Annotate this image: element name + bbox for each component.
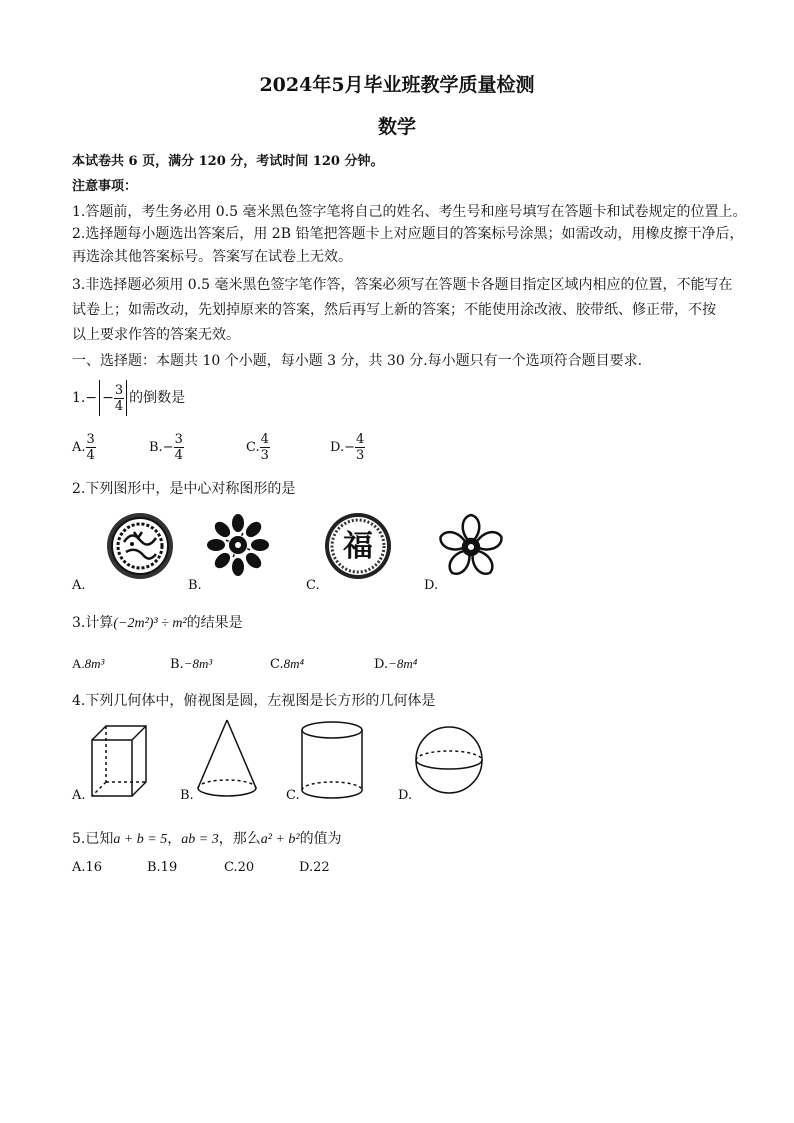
cuboid-icon bbox=[86, 720, 152, 800]
q3-option-b: B.−8m³ bbox=[170, 656, 213, 672]
q5-option-c: C.20 bbox=[224, 860, 255, 875]
note-3-line-1: 3.非选择题必须用 0.5 毫米黑色签字笔作答，答案必须写在答题卡各题目指定区域内相应的位置，不能写在 bbox=[72, 277, 733, 293]
abs-bar-left bbox=[99, 380, 100, 416]
q1-option-a: A. $\frac{3}{4}$ bbox=[72, 432, 95, 463]
q1-option-b: B.− $\frac{3}{4}$ bbox=[149, 432, 183, 463]
notice-heading: 注意事项： bbox=[72, 179, 138, 194]
q1-option-c: C. $\frac{4}{3}$ bbox=[246, 432, 269, 463]
note-2-line-2: 再选涂其他答案标号。答案写在试卷上无效。 bbox=[72, 249, 352, 265]
question-2-stem: 2.下列图形中，是中心对称图形的是 bbox=[72, 481, 296, 497]
note-3-line-2: 试卷上；如需改动，先划掉原来的答案，然后再写上新的答案；不能使用涂改液、胶带纸、修正带，不按 bbox=[72, 302, 716, 318]
note-3-line-3: 以上要求作答的答案无效。 bbox=[72, 327, 240, 343]
q5-option-d: D.22 bbox=[299, 860, 330, 875]
q3-option-a: A.8m³ bbox=[72, 656, 105, 671]
q4-label-c: C. bbox=[286, 788, 300, 803]
note-1: 1.答题前，考生务必用 0.5 毫米黑色签字笔将自己的姓名、考生号和座号填写在答题卡和试卷规定的位置上。 bbox=[72, 204, 747, 220]
cylinder-icon bbox=[298, 718, 366, 804]
sphere-icon bbox=[412, 722, 486, 798]
q4-label-a: A. bbox=[72, 788, 86, 803]
q3-option-d: D.−8m⁴ bbox=[374, 656, 418, 672]
cone-icon bbox=[192, 716, 262, 802]
exam-summary: 本试卷共 6 页，满分 120 分，考试时间 120 分钟。 bbox=[72, 154, 384, 169]
q4-label-d: D. bbox=[398, 788, 413, 803]
q1-inner-sign: − bbox=[102, 390, 114, 406]
question-4-stem: 4.下列几何体中，俯视图是圆，左视图是长方形的几何体是 bbox=[72, 693, 436, 709]
q2-label-a: A. bbox=[72, 578, 86, 593]
fu-seal-icon bbox=[318, 510, 398, 580]
section-1-heading: 一、选择题：本题共 10 个小题，每小题 3 分，共 30 分.每小题只有一个选项符合题目要求. bbox=[72, 353, 643, 369]
q1-fraction: $\frac{3}{4}$ bbox=[114, 382, 124, 414]
q1-suffix: 的倒数是 bbox=[129, 390, 186, 406]
lotus-flower-icon bbox=[436, 512, 506, 582]
abs-bar-right bbox=[126, 380, 127, 416]
q3-expression: (−2m²)³ ÷ m² bbox=[113, 616, 187, 631]
q2-label-b: B. bbox=[188, 578, 202, 593]
q3-option-c: C.8m⁴ bbox=[270, 656, 305, 672]
q4-label-b: B. bbox=[180, 788, 194, 803]
note-2-line-1: 2.选择题每小题选出答案后，用 2B 铅笔把答题卡上对应题目的答案标号涂黑；如需改动，用橡皮擦干净后， bbox=[72, 226, 744, 242]
q2-label-c: C. bbox=[306, 578, 320, 593]
question-5-stem: 5.已知a + b = 5，ab = 3，那么a² + b²的值为 bbox=[72, 831, 342, 847]
q5-option-b: B.19 bbox=[147, 860, 178, 875]
flower-burst-icon bbox=[200, 510, 276, 580]
question-3-stem: 3.计算(−2m²)³ ÷ m²的结果是 bbox=[72, 615, 243, 631]
subject-title: 数学 bbox=[377, 116, 416, 138]
q2-label-d: D. bbox=[424, 578, 439, 593]
svg-text:福: 福 bbox=[343, 529, 373, 564]
dragon-medallion-icon bbox=[88, 510, 192, 580]
q5-option-a: A.16 bbox=[72, 860, 103, 875]
q1-prefix: 1.− bbox=[72, 390, 98, 406]
q1-option-d: D.− $\frac{4}{3}$ bbox=[330, 432, 365, 463]
question-1-stem bbox=[72, 380, 185, 416]
exam-title: 2024年5月毕业班教学质量检测 bbox=[259, 74, 535, 96]
